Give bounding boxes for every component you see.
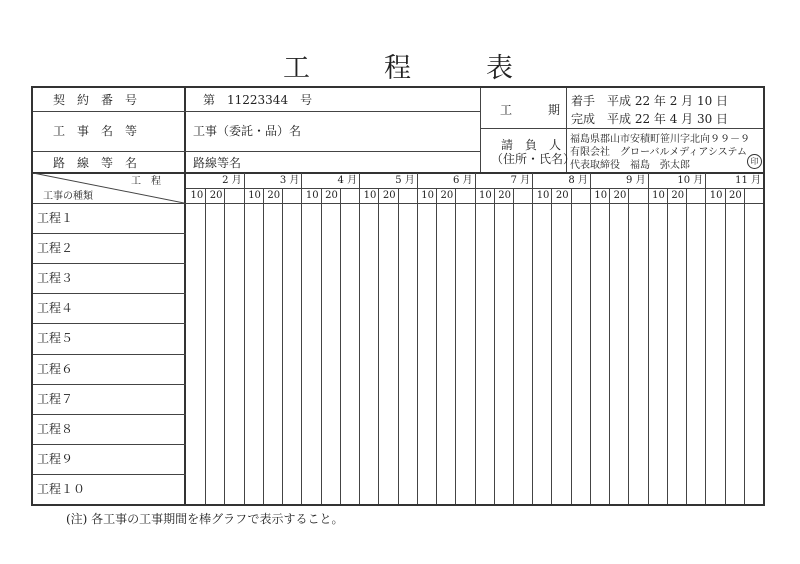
process-row-label: 工程３ bbox=[37, 271, 74, 286]
footnote: (注) 各工事の工事期間を棒グラフで表示すること。 bbox=[66, 512, 344, 526]
work-name-value: 工事（委託・品）名 bbox=[193, 124, 302, 138]
row-line bbox=[33, 233, 186, 234]
day-mark-label: 20 bbox=[267, 190, 281, 201]
grid-column-line bbox=[398, 188, 399, 504]
title-char: 程 bbox=[384, 53, 411, 84]
month-label: 2 月 bbox=[222, 175, 242, 186]
month-label: 11 月 bbox=[735, 175, 761, 186]
grid-column-line bbox=[648, 173, 649, 504]
corner-process-label: 工 程 bbox=[131, 176, 161, 187]
grid-column-line bbox=[475, 173, 476, 504]
grid-column-line bbox=[301, 173, 302, 504]
grid-column-line bbox=[532, 173, 533, 504]
row-line bbox=[33, 354, 186, 355]
day-mark-label: 10 bbox=[652, 190, 665, 201]
grid-column-line bbox=[705, 173, 706, 504]
grid-column-line bbox=[551, 188, 552, 504]
day-mark-label: 10 bbox=[305, 190, 319, 201]
row-line bbox=[33, 474, 186, 475]
process-row-label: 工程５ bbox=[37, 331, 74, 346]
process-row-label: 工程９ bbox=[37, 451, 74, 466]
row-line bbox=[33, 323, 186, 324]
day-mark-label: 10 bbox=[421, 190, 435, 201]
grid-column-line bbox=[667, 188, 668, 504]
grid-column-line bbox=[455, 188, 456, 504]
month-label: 8 月 bbox=[568, 175, 588, 186]
contractor-sub-label: （住所・氏名） bbox=[491, 152, 576, 166]
grid-column-line bbox=[378, 188, 379, 504]
month-label: 4 月 bbox=[337, 175, 358, 186]
row-line bbox=[33, 444, 186, 445]
grid-column-line bbox=[224, 188, 225, 504]
day-mark-label: 20 bbox=[555, 190, 569, 201]
title-char: 表 bbox=[486, 53, 513, 84]
row-line bbox=[33, 263, 186, 264]
contractor-rep: 代表取締役 福島 弥太郎 bbox=[570, 160, 690, 171]
contractor-label: 請 負 人 bbox=[501, 138, 562, 152]
process-row-label: 工程４ bbox=[37, 301, 74, 316]
grid-column-line bbox=[513, 188, 514, 504]
month-label: 5 月 bbox=[395, 175, 415, 186]
grid-column-line bbox=[282, 188, 283, 504]
grid-column-line bbox=[744, 188, 745, 504]
header-row-line bbox=[33, 151, 480, 152]
contract-number-value: 第 11223344 号 bbox=[203, 93, 313, 107]
day-mark-label: 20 bbox=[325, 190, 338, 201]
day-mark-label: 10 bbox=[594, 190, 608, 201]
day-mark-label: 20 bbox=[613, 190, 627, 201]
header-divider bbox=[480, 88, 481, 173]
grid-column-line bbox=[725, 188, 726, 504]
month-label: 7 月 bbox=[510, 175, 531, 186]
process-row-label: 工程６ bbox=[37, 361, 74, 376]
grid-column-line bbox=[436, 188, 437, 504]
grid-column-line bbox=[686, 188, 687, 504]
process-row-label: 工程７ bbox=[37, 391, 74, 406]
grid-column-line bbox=[590, 173, 591, 504]
contract-number-label: 契 約 番 号 bbox=[53, 93, 138, 107]
row-line bbox=[33, 384, 186, 385]
grid-column-line bbox=[359, 173, 360, 504]
day-mark-label: 20 bbox=[671, 190, 685, 201]
schedule-form bbox=[31, 86, 765, 506]
grid-column-line bbox=[609, 188, 610, 504]
day-mark-label: 20 bbox=[382, 190, 396, 201]
day-mark-label: 20 bbox=[498, 190, 511, 201]
day-mark-label: 20 bbox=[729, 190, 742, 201]
row-line bbox=[33, 414, 186, 415]
day-mark-label: 10 bbox=[478, 190, 492, 201]
day-mark-label: 10 bbox=[363, 190, 377, 201]
route-value: 路線等名 bbox=[193, 156, 242, 170]
grid-column-line bbox=[321, 188, 322, 504]
start-date: 着手 平成 22 年 2 月 10 日 bbox=[571, 94, 729, 108]
document-title bbox=[0, 52, 800, 86]
month-label: 9 月 bbox=[626, 175, 646, 186]
day-mark-label: 10 bbox=[536, 190, 550, 201]
grid-column-line bbox=[571, 188, 572, 504]
grid-column-line bbox=[205, 188, 206, 504]
process-row-label: 工程８ bbox=[37, 421, 74, 436]
grid-column-line bbox=[340, 188, 341, 504]
process-row-label: 工程１ bbox=[37, 211, 74, 225]
day-mark-label: 10 bbox=[248, 190, 261, 201]
route-label: 路 線 等 名 bbox=[53, 156, 138, 170]
process-row-label: 工程１０ bbox=[37, 481, 86, 496]
row-line bbox=[33, 293, 186, 294]
corner-work-type-label: 工事の種類 bbox=[43, 191, 93, 202]
day-mark-label: 10 bbox=[190, 190, 204, 201]
grid-column-line bbox=[244, 173, 245, 504]
header-row-line bbox=[33, 111, 480, 112]
grid-column-line bbox=[494, 188, 495, 504]
day-mark-label: 20 bbox=[209, 190, 223, 201]
day-mark-label: 20 bbox=[440, 190, 454, 201]
end-date: 完成 平成 22 年 4 月 30 日 bbox=[571, 112, 729, 126]
grid-column-line bbox=[417, 173, 418, 504]
month-label: 10 月 bbox=[677, 175, 704, 186]
period-label: 工 期 bbox=[500, 103, 561, 117]
process-row-label: 工程２ bbox=[37, 241, 74, 256]
header-row-line bbox=[480, 128, 763, 129]
work-name-label: 工 事 名 等 bbox=[53, 124, 138, 138]
title-char: 工 bbox=[283, 53, 310, 84]
day-mark-label: 10 bbox=[709, 190, 723, 201]
month-label: 3 月 bbox=[279, 175, 300, 186]
month-label: 6 月 bbox=[452, 175, 473, 186]
grid-column-line bbox=[263, 188, 264, 504]
contractor-company: 有限会社 グローバルメディアシステム bbox=[570, 147, 747, 158]
grid-column-line bbox=[628, 188, 629, 504]
seal-mark: 印 bbox=[747, 154, 762, 169]
contractor-address: 福島県郡山市安積町笹川字北向９９－９ bbox=[570, 134, 750, 145]
